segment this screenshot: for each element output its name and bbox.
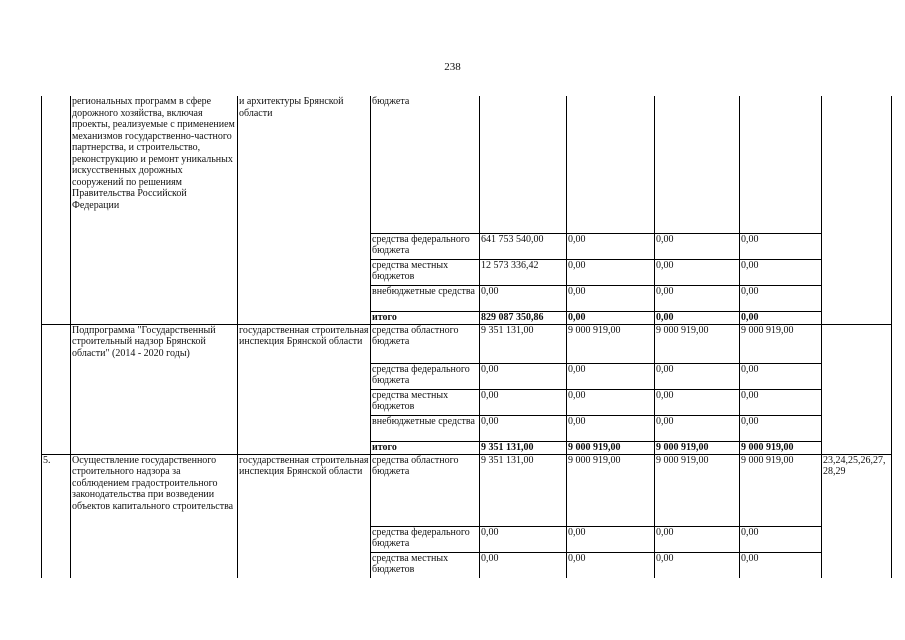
table-row [42,454,892,526]
year-value-cell: 0,00 [567,311,655,324]
year-value-cell: 0,00 [567,415,655,441]
funding-source-cell: внебюджетные средства [371,415,480,441]
item-name-cell: Подпрограмма "Государственный строительный надзор Брянской области" (2014 - 2020 годы) [71,324,238,454]
year-value-cell: 0,00 [567,389,655,415]
item-number-cell [42,96,71,324]
funding-source-cell: средства местных бюджетов [371,259,480,285]
year-value-cell: 0,00 [655,311,740,324]
item-number-cell: 5. [42,454,71,578]
year-value-cell: 0,00 [567,363,655,389]
funding-source-cell: средства областного бюджета [371,454,480,526]
year-value-cell: 0,00 [655,363,740,389]
year-value-cell: 0,00 [480,552,567,578]
year-value-cell: 0,00 [567,552,655,578]
year-value-cell: 9 351 131,00 [480,454,567,526]
year-value-cell: 0,00 [567,233,655,259]
item-number-cell [42,324,71,454]
funding-source-cell: итого [371,441,480,454]
year-value-cell [655,96,740,233]
target-indicators-cell [822,324,892,454]
funding-source-cell: средства федерального бюджета [371,233,480,259]
year-value-cell: 0,00 [567,285,655,311]
funding-source-cell: средства местных бюджетов [371,389,480,415]
year-value-cell: 0,00 [740,311,822,324]
executor-cell: государственная строительная инспекция Брянской области [238,454,371,578]
year-value-cell: 0,00 [480,389,567,415]
year-value-cell: 0,00 [740,259,822,285]
year-value-cell [740,96,822,233]
item-name-cell: Осуществление государственного строительного надзора за соблюдением градостроительного законодательства при возведении объектов капитального строительства [71,454,238,578]
year-value-cell: 0,00 [480,415,567,441]
year-value-cell: 9 000 919,00 [655,441,740,454]
year-value-cell: 9 000 919,00 [740,441,822,454]
year-value-cell: 12 573 336,42 [480,259,567,285]
year-value-cell: 0,00 [480,285,567,311]
year-value-cell [480,96,567,233]
year-value-cell: 641 753 540,00 [480,233,567,259]
target-indicators-cell: 23,24,25,26,27, 28,29 [822,454,892,578]
year-value-cell: 0,00 [655,259,740,285]
year-value-cell: 0,00 [655,552,740,578]
year-value-cell [567,96,655,233]
funding-source-cell: средства федерального бюджета [371,526,480,552]
table-row [42,96,892,233]
table-row [42,324,892,363]
funding-source-cell: внебюджетные средства [371,285,480,311]
funding-source-cell: бюджета [371,96,480,233]
executor-cell: и архитектуры Брянской области [238,96,371,324]
year-value-cell: 829 087 350,86 [480,311,567,324]
funding-source-cell: итого [371,311,480,324]
year-value-cell: 0,00 [655,415,740,441]
year-value-cell: 0,00 [740,389,822,415]
funding-source-cell: средства федерального бюджета [371,363,480,389]
year-value-cell: 9 000 919,00 [655,454,740,526]
year-value-cell: 0,00 [567,259,655,285]
year-value-cell: 0,00 [655,285,740,311]
year-value-cell: 9 351 131,00 [480,441,567,454]
year-value-cell: 0,00 [740,233,822,259]
year-value-cell: 0,00 [655,233,740,259]
year-value-cell: 0,00 [655,389,740,415]
year-value-cell: 9 351 131,00 [480,324,567,363]
year-value-cell: 9 000 919,00 [567,324,655,363]
year-value-cell: 0,00 [740,526,822,552]
funding-source-cell: средства местных бюджетов [371,552,480,578]
year-value-cell: 0,00 [480,526,567,552]
year-value-cell: 9 000 919,00 [567,441,655,454]
budget-table [41,96,892,578]
year-value-cell: 0,00 [480,363,567,389]
target-indicators-cell [822,96,892,324]
year-value-cell: 0,00 [740,415,822,441]
executor-cell: государственная строительная инспекция Брянской области [238,324,371,454]
page-number: 238 [444,61,461,73]
year-value-cell: 9 000 919,00 [567,454,655,526]
year-value-cell: 0,00 [740,363,822,389]
item-name-cell: региональных программ в сфере дорожного хозяйства, включая проекты, реализуемые с применением механизмов государственно-частного партнерства, и строительство, реконструкцию и ремонт уникальных искусственных дорожных сооружений по решениям Правительства Российской Федерации [71,96,238,324]
year-value-cell: 9 000 919,00 [655,324,740,363]
year-value-cell: 9 000 919,00 [740,454,822,526]
year-value-cell: 0,00 [740,285,822,311]
year-value-cell: 0,00 [655,526,740,552]
year-value-cell: 0,00 [740,552,822,578]
year-value-cell: 9 000 919,00 [740,324,822,363]
funding-source-cell: средства областного бюджета [371,324,480,363]
year-value-cell: 0,00 [567,526,655,552]
